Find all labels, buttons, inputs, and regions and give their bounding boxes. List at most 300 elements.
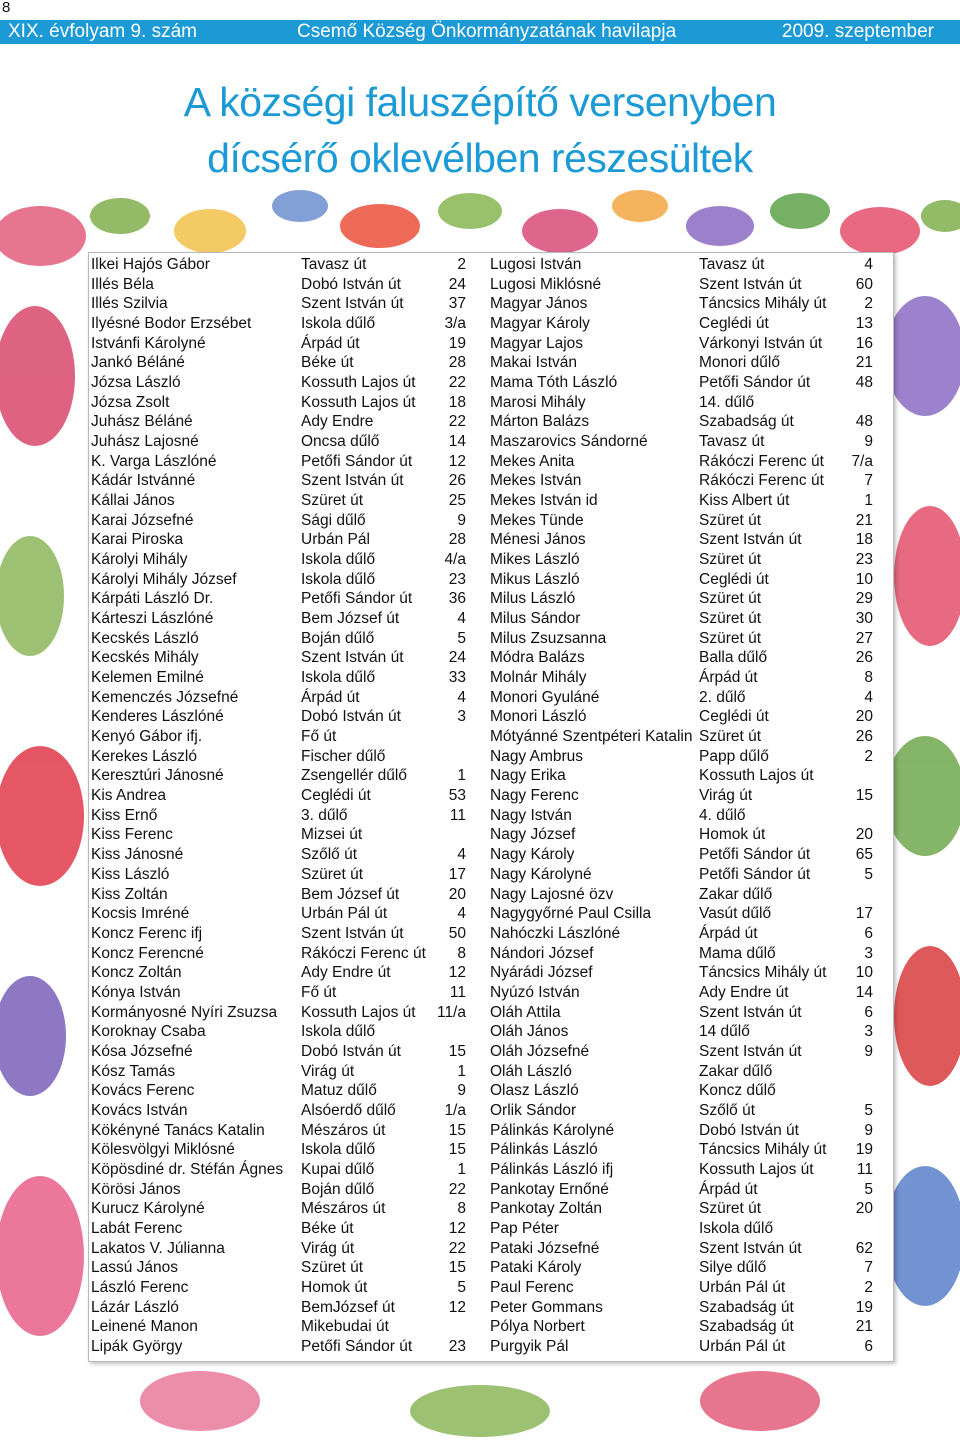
resident-name: Jankó Béláné: [91, 354, 185, 372]
street-address: Kossuth Lajos út: [699, 767, 814, 785]
resident-name: Marosi Mihály: [490, 393, 586, 411]
house-number: 30: [855, 610, 873, 628]
resident-name: Koncz Zoltán: [91, 964, 182, 982]
resident-name: Ilyésné Bodor Erzsébet: [91, 315, 252, 333]
resident-name: Kökényné Tanács Katalin: [91, 1121, 265, 1139]
house-number: 15: [448, 1141, 466, 1159]
street-address: Iskola dűlő: [301, 1023, 376, 1041]
street-address: Szüret út: [699, 1200, 762, 1218]
street-address: Kossuth Lajos út: [699, 1160, 814, 1178]
resident-name: Koncz Ferencné: [91, 944, 204, 962]
resident-name: Oláh János: [490, 1023, 569, 1041]
resident-name: Pálinkás László ifj: [490, 1160, 614, 1178]
resident-name: Nagygyőrné Paul Csilla: [490, 905, 652, 923]
house-number: 1: [457, 767, 466, 785]
resident-name: Kovács István: [91, 1101, 188, 1119]
house-number: 65: [855, 846, 873, 864]
house-number: 7/a: [851, 452, 873, 470]
resident-name: Pankotay Ernőné: [490, 1180, 609, 1198]
street-address: Szent István út: [301, 472, 404, 490]
house-number: 24: [448, 275, 466, 293]
street-address: Dobó István út: [301, 275, 401, 293]
resident-name: Nándori József: [490, 944, 594, 962]
resident-name: Maszarovics Sándorné: [490, 433, 648, 451]
street-address: Szőlő út: [301, 846, 358, 864]
resident-name: Nagy Károlyné: [490, 865, 592, 883]
resident-name: Kiss Ferenc: [91, 826, 173, 844]
street-address: Tavasz út: [699, 433, 765, 451]
resident-name: Nagy István: [490, 806, 572, 824]
street-address: 2. dűlő: [699, 688, 746, 706]
street-address: Szüret út: [699, 610, 762, 628]
resident-name: Károlyi Mihály: [91, 551, 188, 569]
resident-name: Magyar János: [490, 295, 588, 313]
house-number: 2: [457, 256, 466, 273]
house-number: 48: [855, 374, 873, 392]
street-address: Táncsics Mihály út: [699, 295, 827, 313]
resident-name: Kurucz Károlyné: [91, 1200, 205, 1218]
house-number: 15: [448, 1121, 466, 1139]
resident-name: K. Varga Lászlóné: [91, 452, 217, 470]
house-number: 3: [457, 708, 466, 726]
house-number: 19: [448, 334, 466, 352]
street-address: Urbán Pál út: [301, 905, 388, 923]
resident-name: Nagy Károly: [490, 846, 575, 864]
resident-name: Leinené Manon: [91, 1318, 198, 1336]
house-number: 11/a: [436, 1003, 466, 1021]
house-number: 12: [448, 1298, 466, 1316]
street-address: Szent István út: [699, 1003, 802, 1021]
house-number: 7: [864, 1259, 873, 1277]
publication-name: Csemő Község Önkormányzatának havilapja: [297, 21, 677, 42]
issue-date: 2009. szeptember: [781, 21, 934, 42]
street-address: 3. dűlő: [301, 806, 348, 824]
resident-name: Istvánfi Károlyné: [91, 334, 206, 352]
street-address: Petőfi Sándor út: [301, 452, 413, 470]
street-address: Fő út: [301, 728, 337, 746]
resident-name: Nyárádi József: [490, 964, 593, 982]
house-number: 9: [864, 1121, 873, 1139]
street-address: Urbán Pál út: [699, 1278, 786, 1296]
house-number: 23: [448, 570, 466, 588]
resident-name: Kónya István: [91, 983, 181, 1001]
street-address: Iskola dűlő: [301, 1141, 376, 1159]
house-number: 4: [864, 688, 873, 706]
resident-name: Milus Zsuzsanna: [490, 629, 607, 647]
resident-name: Kenyó Gábor ifj.: [91, 728, 203, 746]
street-address: Zakar dűlő: [699, 1062, 773, 1080]
street-address: Boján dűlő: [301, 629, 375, 647]
resident-name: Pólya Norbert: [490, 1318, 585, 1336]
house-number: 4/a: [444, 551, 466, 569]
house-number: 19: [855, 1298, 873, 1316]
house-number: 13: [855, 315, 873, 333]
resident-name: Milus Sándor: [490, 610, 581, 628]
house-number: 8: [864, 669, 873, 687]
house-number: 1: [457, 1062, 466, 1080]
street-address: Vasút dűlő: [699, 905, 772, 923]
resident-name: Pankotay Zoltán: [490, 1200, 603, 1218]
resident-name: Nahóczki Lászlóné: [490, 924, 621, 942]
resident-name: Kocsis Imréné: [91, 905, 190, 923]
resident-name: Kiss Jánosné: [91, 846, 184, 864]
resident-name: Kovács Ferenc: [91, 1082, 195, 1100]
house-number: 26: [855, 649, 873, 667]
resident-name: Pataki Károly: [490, 1259, 582, 1277]
resident-name: Körösi János: [91, 1180, 181, 1198]
house-number: 20: [855, 708, 873, 726]
resident-name: Kiss Ernő: [91, 806, 158, 824]
resident-name: Labát Ferenc: [91, 1219, 183, 1237]
street-address: Szent István út: [301, 295, 404, 313]
resident-name: Oláh László: [490, 1062, 572, 1080]
street-address: Szent István út: [699, 1042, 802, 1060]
house-number: 21: [855, 1318, 873, 1336]
resident-name: Juhász Béláné: [91, 413, 193, 431]
house-number: 5: [864, 1101, 873, 1119]
resident-name: Ilkei Hajós Gábor: [91, 256, 210, 273]
street-address: Kupai dűlő: [301, 1160, 375, 1178]
title-line-2: dícsérő oklevélben részesültek: [207, 135, 753, 181]
resident-name: Kárteszi Lászlóné: [91, 610, 214, 628]
resident-name: Karai Józsefné: [91, 511, 194, 529]
street-address: Szőlő út: [699, 1101, 756, 1119]
house-number: 15: [448, 1259, 466, 1277]
street-address: Táncsics Mihály út: [699, 1141, 827, 1159]
resident-name: Nagy Ferenc: [490, 787, 579, 805]
resident-name: Kárpáti László Dr.: [91, 590, 214, 608]
resident-name: Kecskés Mihály: [91, 649, 199, 667]
house-number: 24: [448, 649, 466, 667]
street-address: Monori dűlő: [699, 354, 780, 372]
resident-name: Kelemen Emilné: [91, 669, 204, 687]
street-address: Bem József út: [301, 610, 400, 628]
resident-name: Oláh Józsefné: [490, 1042, 590, 1060]
street-address: Petőfi Sándor út: [699, 865, 811, 883]
resident-name: Mekes István id: [490, 492, 598, 510]
street-address: Ceglédi út: [301, 787, 371, 805]
street-address: Alsóerdő dűlő: [301, 1101, 396, 1119]
house-number: 21: [855, 354, 873, 372]
resident-name: Nyúzó István: [490, 983, 580, 1001]
house-number: 19: [855, 1141, 873, 1159]
newspaper-header: [0, 20, 960, 44]
resident-name: Józsa László: [91, 374, 181, 392]
house-number: 5: [457, 1278, 466, 1296]
house-number: 1/a: [444, 1101, 466, 1119]
street-address: Iskola dűlő: [301, 669, 376, 687]
street-address: Ady Endre út: [301, 964, 391, 982]
street-address: Koncz dűlő: [699, 1082, 776, 1100]
street-address: Szüret út: [699, 629, 762, 647]
house-number: 2: [864, 747, 873, 765]
house-number: 10: [855, 570, 873, 588]
street-address: Dobó István út: [699, 1121, 799, 1139]
house-number: 11: [449, 806, 466, 824]
street-address: Dobó István út: [301, 708, 401, 726]
street-address: Petőfi Sándor út: [301, 590, 413, 608]
street-address: Urbán Pál út: [699, 1337, 786, 1355]
street-address: Béke út: [301, 1219, 354, 1237]
resident-name: Lakatos V. Júlianna: [91, 1239, 225, 1257]
street-address: Sági dűlő: [301, 511, 366, 529]
street-address: Kossuth Lajos út: [301, 1003, 416, 1021]
street-address: Iskola dűlő: [301, 570, 376, 588]
house-number: 22: [448, 1180, 466, 1198]
house-number: 10: [855, 964, 873, 982]
resident-name: Milus László: [490, 590, 576, 608]
resident-name: Lázár László: [91, 1298, 179, 1316]
resident-name: Márton Balázs: [490, 413, 590, 431]
street-address: Papp dűlő: [699, 747, 769, 765]
street-address: Várkonyi István út: [699, 334, 823, 352]
street-address: Petőfi Sándor út: [699, 374, 811, 392]
street-address: Virág út: [699, 787, 753, 805]
resident-name: Lassú János: [91, 1259, 179, 1277]
street-address: Fischer dűlő: [301, 747, 386, 765]
house-number: 7: [864, 472, 873, 490]
street-address: Silye dűlő: [699, 1259, 767, 1277]
house-number: 17: [855, 905, 873, 923]
street-address: Virág út: [301, 1062, 355, 1080]
street-address: Árpád út: [301, 334, 360, 352]
house-number: 4: [864, 256, 873, 273]
street-address: Szüret út: [301, 1259, 364, 1277]
house-number: 16: [855, 334, 873, 352]
issue-label: XIX. évfolyam 9. szám: [8, 21, 198, 42]
street-address: Boján dűlő: [301, 1180, 375, 1198]
house-number: 28: [448, 531, 466, 549]
street-address: Szüret út: [301, 492, 364, 510]
street-address: Szüret út: [699, 511, 762, 529]
street-address: Szüret út: [699, 590, 762, 608]
resident-name: Kádár Istvánné: [91, 472, 196, 490]
resident-name: Lugosi Miklósné: [490, 275, 602, 293]
house-number: 2: [864, 295, 873, 313]
street-address: Mészáros út: [301, 1121, 386, 1139]
house-number: 12: [448, 1219, 466, 1237]
house-number: 33: [448, 669, 466, 687]
article-title: [0, 74, 960, 186]
resident-name: Pálinkás Károlyné: [490, 1121, 615, 1139]
resident-name: Makai István: [490, 354, 578, 372]
street-address: Árpád út: [699, 1180, 758, 1198]
house-number: 5: [457, 629, 466, 647]
house-number: 22: [448, 374, 466, 392]
house-number: 50: [448, 924, 466, 942]
house-number: 6: [864, 1003, 873, 1021]
street-address: Szabadság út: [699, 413, 794, 431]
resident-name: Mikes László: [490, 551, 580, 569]
resident-name: Nagy Erika: [490, 767, 566, 785]
resident-name: Kállai János: [91, 492, 175, 510]
resident-name: Kiss László: [91, 865, 170, 883]
street-address: Ceglédi út: [699, 315, 769, 333]
street-address: Rákóczi Ferenc út: [699, 452, 824, 470]
street-address: Árpád út: [301, 688, 360, 706]
street-address: Homok út: [301, 1278, 368, 1296]
resident-name: Pataki Józsefné: [490, 1239, 600, 1257]
resident-name: Köpösdiné dr. Stéfán Ágnes: [91, 1160, 284, 1178]
street-address: Szent István út: [301, 924, 404, 942]
house-number: 6: [864, 924, 873, 942]
resident-name: Koroknay Csaba: [91, 1023, 206, 1041]
house-number: 15: [448, 1042, 466, 1060]
street-address: Szent István út: [699, 1239, 802, 1257]
house-number: 3: [864, 1023, 873, 1041]
resident-name: Kormányosné Nyíri Zsuzsa: [91, 1003, 278, 1021]
resident-name: Kiss Zoltán: [91, 885, 168, 903]
resident-name: Mekes Anita: [490, 452, 575, 470]
street-address: Tavasz út: [699, 256, 765, 273]
resident-name: Kenderes Lászlóné: [91, 708, 224, 726]
house-number: 18: [855, 531, 873, 549]
street-address: Virág út: [301, 1239, 355, 1257]
house-number: 17: [448, 865, 466, 883]
street-address: Urbán Pál: [301, 531, 370, 549]
street-address: Matuz dűlő: [301, 1082, 377, 1100]
street-address: Rákóczi Ferenc út: [301, 944, 426, 962]
street-address: Béke út: [301, 354, 354, 372]
street-address: Szüret út: [699, 551, 762, 569]
resident-name: Lugosi István: [490, 256, 582, 273]
house-number: 18: [448, 393, 466, 411]
house-number: 22: [448, 413, 466, 431]
house-number: 62: [855, 1239, 873, 1257]
house-number: 21: [855, 511, 873, 529]
resident-name: Módra Balázs: [490, 649, 585, 667]
street-address: Oncsa dűlő: [301, 433, 380, 451]
resident-name: Károlyi Mihály József: [91, 570, 237, 588]
resident-name: László Ferenc: [91, 1278, 189, 1296]
house-number: 1: [864, 492, 873, 510]
house-number: 4: [457, 905, 466, 923]
street-address: Mészáros út: [301, 1200, 386, 1218]
resident-name: Józsa Zsolt: [91, 393, 170, 411]
house-number: 4: [457, 688, 466, 706]
title-line-1: A községi faluszépítő versenyben: [183, 79, 777, 125]
street-address: Szent István út: [301, 649, 404, 667]
resident-name: Magyar Károly: [490, 315, 590, 333]
house-number: 9: [864, 433, 873, 451]
resident-name: Keresztúri Jánosné: [91, 767, 224, 785]
street-address: Mama dűlő: [699, 944, 776, 962]
street-address: BemJózsef út: [301, 1298, 395, 1316]
house-number: 11: [449, 983, 466, 1001]
resident-name: Nagy Lajosné özv: [490, 885, 614, 903]
house-number: 4: [457, 846, 466, 864]
house-number: 36: [448, 590, 466, 608]
resident-name: Mótyánné Szentpéteri Katalin: [490, 728, 693, 746]
street-address: Iskola dűlő: [301, 315, 376, 333]
house-number: 20: [855, 826, 873, 844]
house-number: 9: [864, 1042, 873, 1060]
street-address: 4. dűlő: [699, 806, 746, 824]
resident-name: Juhász Lajosné: [91, 433, 199, 451]
street-address: Fő út: [301, 983, 337, 1001]
street-address: Szüret út: [699, 728, 762, 746]
street-address: Szüret út: [301, 865, 364, 883]
street-address: Ady Endre út: [699, 983, 789, 1001]
resident-name: Kósz Tamás: [91, 1062, 176, 1080]
house-number: 8: [457, 1200, 466, 1218]
house-number: 9: [457, 511, 466, 529]
resident-name: Nagy József: [490, 826, 576, 844]
street-address: Ceglédi út: [699, 570, 769, 588]
house-number: 14: [448, 433, 466, 451]
house-number: 15: [855, 787, 873, 805]
resident-name: Pálinkás László: [490, 1141, 598, 1159]
house-number: 4: [457, 610, 466, 628]
house-number: 28: [448, 354, 466, 372]
resident-name: Kecskés László: [91, 629, 199, 647]
resident-name: Monori Gyuláné: [490, 688, 600, 706]
street-address: Ady Endre: [301, 413, 374, 431]
house-number: 1: [457, 1160, 466, 1178]
house-number: 37: [448, 295, 466, 313]
resident-name: Mama Tóth László: [490, 374, 618, 392]
resident-name: Lipák György: [91, 1337, 183, 1355]
street-address: Ceglédi út: [699, 708, 769, 726]
house-number: 12: [448, 452, 466, 470]
street-address: 14 dűlő: [699, 1023, 750, 1041]
street-address: Iskola dűlő: [301, 551, 376, 569]
street-address: Kiss Albert út: [699, 492, 790, 510]
street-address: Táncsics Mihály út: [699, 964, 827, 982]
house-number: 23: [855, 551, 873, 569]
street-address: Árpád út: [699, 924, 758, 942]
house-number: 23: [448, 1337, 466, 1355]
house-number: 3/a: [444, 315, 466, 333]
resident-name: Oláh Attila: [490, 1003, 561, 1021]
street-address: Árpád út: [699, 669, 758, 687]
house-number: 22: [448, 1239, 466, 1257]
page-number: 8: [2, 0, 11, 16]
resident-name: Orlik Sándor: [490, 1101, 577, 1119]
resident-name: Kölesvölgyi Miklósné: [91, 1141, 235, 1159]
house-number: 27: [855, 629, 873, 647]
street-address: Szabadság út: [699, 1318, 794, 1336]
street-address: Kossuth Lajos út: [301, 374, 416, 392]
house-number: 20: [855, 1200, 873, 1218]
house-number: 20: [448, 885, 466, 903]
street-address: 14. dűlő: [699, 393, 755, 411]
resident-name: Ménesi János: [490, 531, 586, 549]
resident-name: Molnár Mihály: [490, 669, 587, 687]
house-number: 25: [448, 492, 466, 510]
house-number: 29: [855, 590, 873, 608]
house-number: 48: [855, 413, 873, 431]
house-number: 9: [457, 1082, 466, 1100]
resident-name: Kemenczés Józsefné: [91, 688, 239, 706]
street-address: Petőfi Sándor út: [699, 846, 811, 864]
house-number: 26: [855, 728, 873, 746]
street-address: Zsengellér dűlő: [301, 767, 407, 785]
house-number: 5: [864, 1180, 873, 1198]
house-number: 53: [448, 787, 466, 805]
street-address: Zakar dűlő: [699, 885, 773, 903]
resident-name: Illés Szilvia: [91, 295, 168, 313]
resident-name: Magyar Lajos: [490, 334, 584, 352]
resident-name: Kerekes László: [91, 747, 197, 765]
street-address: Kossuth Lajos út: [301, 393, 416, 411]
house-number: 11: [856, 1160, 873, 1178]
street-address: Szent István út: [699, 531, 802, 549]
street-address: Iskola dűlő: [699, 1219, 774, 1237]
street-address: Szent István út: [699, 275, 802, 293]
resident-name: Mikus László: [490, 570, 580, 588]
house-number: 5: [864, 865, 873, 883]
